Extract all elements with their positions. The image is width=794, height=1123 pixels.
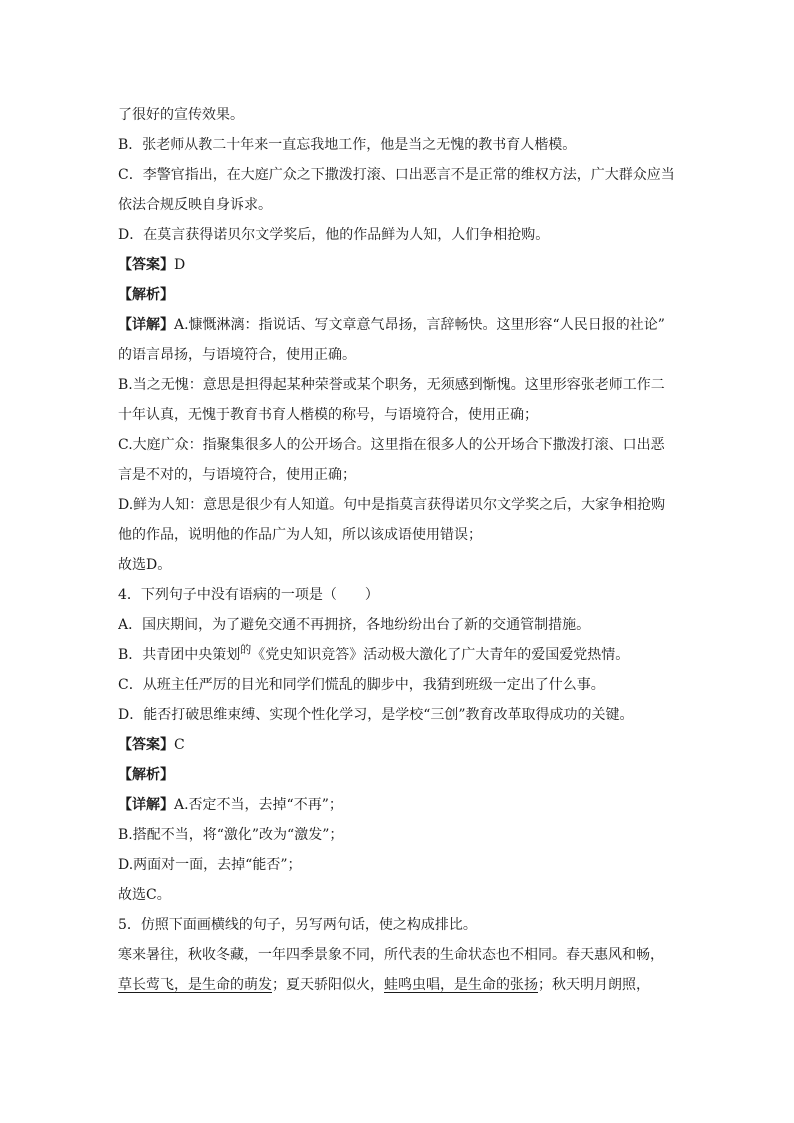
text-line: 了很好的宣传效果。 — [118, 107, 244, 123]
q4-option-c: C．从班主任严厉的目光和同学们慌乱的脚步中，我猜到班级一定出了什么事。 — [118, 677, 605, 693]
q4-option-b — [118, 640, 678, 670]
q5-passage-line: 寒来暑往，秋收冬藏，一年四季景象不同，所代表的生命状态也不相同。春天惠风和畅， — [118, 947, 664, 963]
option-c-line-cont: 依法合规反映自身诉求。 — [118, 197, 272, 213]
q4-detail-line — [118, 790, 678, 820]
q3-detail-line — [118, 310, 678, 340]
q4-stem: 4．下列句子中没有语病的一项是（ ） — [118, 587, 379, 603]
underlined-sentence: 蛙鸣虫唱，是生命的张扬 — [384, 977, 538, 993]
passage-text: ；夏天骄阳似火， — [272, 977, 384, 993]
q5-passage-line — [118, 970, 678, 1000]
option-c-line: C．李警官指出，在大庭广众之下撒泼打滚、口出恶言不是正常的维权方法，广大群众应当 — [118, 167, 675, 183]
detail-label: 【详解】 — [118, 317, 174, 333]
answer-label: 【答案】 — [118, 737, 174, 753]
detail-text: A.慷慨淋漓：指说话、写文章意气昂扬，言辞畅快。这里形容“人民日报的社论” — [174, 317, 665, 333]
answer-value: C — [174, 737, 185, 753]
q3-answer — [118, 250, 678, 280]
underlined-sentence: 草长莺飞，是生命的萌发 — [118, 977, 272, 993]
q4-option-d: D．能否打破思维束缚、实现个性化学习，是学校“三创”教育改革取得成功的关键。 — [118, 707, 634, 723]
q3-detail-line: B.当之无愧：意思是担得起某种荣誉或某个职务，无须感到惭愧。这里形容张老师工作二 — [118, 377, 665, 393]
q3-detail-line: 十年认真，无愧于教育书育人楷模的称号，与语境符合，使用正确； — [118, 407, 538, 423]
q4-analysis-label: 【解析】 — [118, 767, 174, 783]
q5-stem: 5．仿照下面画横线的句子，另写两句话，使之构成排比。 — [118, 917, 477, 933]
q3-detail-line: C.大庭广众：指聚集很多人的公开场合。这里指在很多人的公开场合下撒泼打滚、口出恶 — [118, 437, 665, 453]
detail-label: 【详解】 — [118, 797, 174, 813]
detail-text: A.否定不当，去掉“不再”； — [174, 797, 343, 813]
document-page — [118, 100, 678, 1000]
option-d-line: D．在莫言获得诺贝尔文学奖后，他的作品鲜为人知，人们争相抢购。 — [118, 227, 550, 243]
q4-conclusion: 故选C。 — [118, 887, 171, 903]
passage-text: ；秋天明月朗照， — [538, 977, 650, 993]
option-b-sup: 的 — [240, 643, 252, 656]
q4-detail-line: D.两面对一面，去掉“能否”； — [118, 857, 302, 873]
q3-detail-line: 他的作品，说明他的作品广为人知，所以该成语使用错误； — [118, 527, 482, 543]
option-b-text: B．共青团中央策划 — [118, 647, 241, 663]
option-b-text-rest: 《党史知识竞答》活动极大激化了广大青年的爱国爱党热情。 — [251, 647, 630, 663]
q3-detail-line: D.鲜为人知：意思是很少有人知道。句中是指莫言获得诺贝尔文学奖之后，大家争相抢购 — [118, 497, 666, 513]
q3-analysis-label: 【解析】 — [118, 287, 174, 303]
q4-option-a: A．国庆期间，为了避免交通不再拥挤，各地纷纷出台了新的交通管制措施。 — [118, 617, 591, 633]
answer-label: 【答案】 — [118, 257, 174, 273]
q4-detail-line: B.搭配不当，将“激化”改为“激发”； — [118, 827, 344, 843]
answer-value: D — [174, 257, 186, 273]
option-b-line: B．张老师从教二十年来一直忘我地工作，他是当之无愧的教书育人楷模。 — [118, 137, 577, 153]
q3-conclusion: 故选D。 — [118, 557, 172, 573]
q3-detail-line: 言是不对的，与语境符合，使用正确； — [118, 467, 356, 483]
q4-answer — [118, 730, 678, 760]
q3-detail-line: 的语言昂扬，与语境符合，使用正确。 — [118, 347, 356, 363]
